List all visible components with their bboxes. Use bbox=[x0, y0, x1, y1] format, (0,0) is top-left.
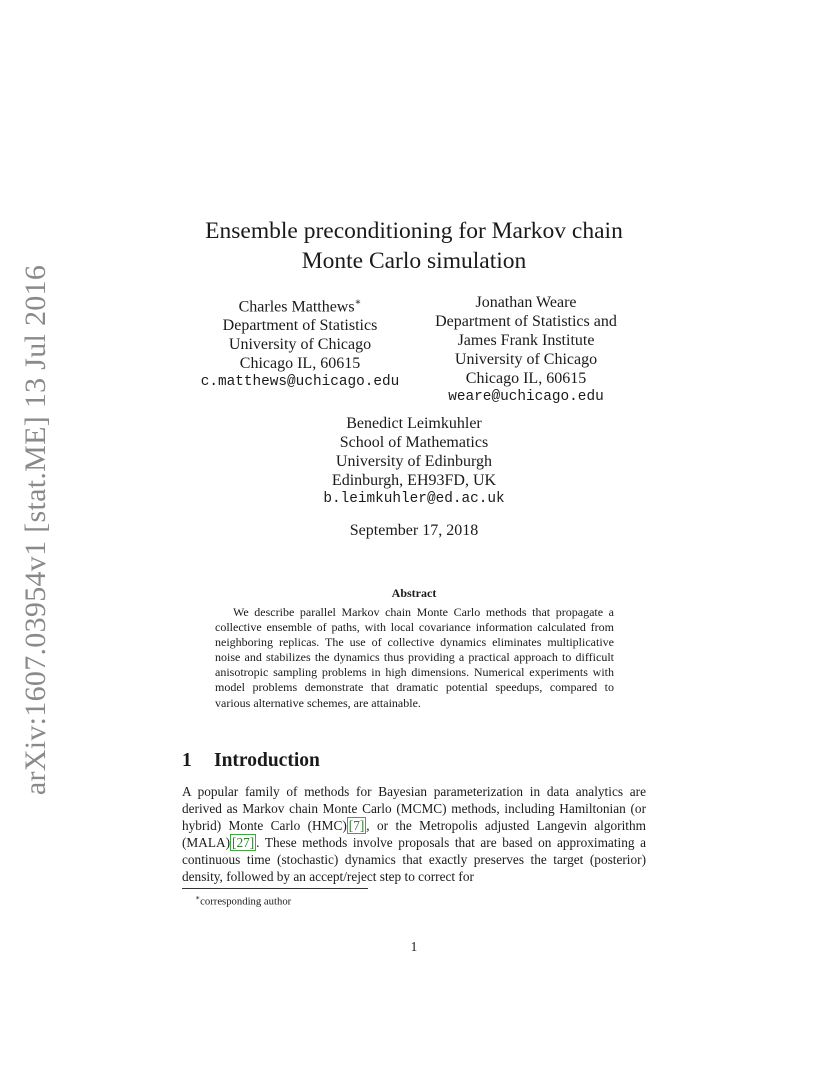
section-number: 1 bbox=[182, 750, 192, 771]
intro-text: . These methods involve proposals that are based on approximating a continuous time (stochastic) dynamics that exactly preserves the target (posterior) density, followed by an accept/reject step to correct for bbox=[182, 835, 646, 885]
author-affiliation-line: James Frank Institute bbox=[457, 332, 595, 349]
author-block-matthews bbox=[180, 293, 420, 392]
introduction-paragraph bbox=[182, 783, 646, 886]
author-affiliation-line: University of Chicago bbox=[454, 351, 598, 368]
paper-title bbox=[0, 216, 828, 276]
arxiv-stamp-text: arXiv:1607.03954v1 [stat.ME] 13 Jul 2016 bbox=[19, 264, 52, 796]
author-footnote-mark: ∗ bbox=[354, 297, 362, 308]
author-affiliation-line: University of Chicago bbox=[228, 336, 372, 354]
author-affiliation-line: University of Edinburgh bbox=[335, 453, 493, 470]
author-affiliation-line: Edinburgh, EH93FD, UK bbox=[331, 472, 497, 489]
intro-text: , or the Metropolis adjusted Langevin algorithm (MALA) bbox=[182, 818, 646, 851]
author-affiliation-line: Chicago IL, 60615 bbox=[465, 370, 587, 387]
section-title: Introduction bbox=[214, 750, 320, 771]
citation-link[interactable]: [27] bbox=[232, 835, 255, 851]
footnote-mark: ∗ bbox=[195, 893, 201, 902]
author-name: Jonathan Weare bbox=[475, 294, 577, 311]
footnote-divider bbox=[182, 888, 368, 889]
citation-link[interactable]: [7] bbox=[348, 818, 365, 834]
author-affiliation-line: School of Mathematics bbox=[339, 434, 489, 451]
section-heading bbox=[182, 750, 320, 772]
abstract-text: We describe parallel Markov chain Monte Carlo methods that propagate a collective ensemble of paths, with local covariance information calculated from neighboring replicas. The use of collective dynamics eliminates multiplicative noise and stabilizes the dynamics thus providing a practical approach to difficult anisotropic sampling problems in high dimensions. Numerical experiments with model problems demonstrate that dramatic potential speedups, compared to various alternative schemes, are attainable. bbox=[215, 605, 614, 710]
author-email: c.matthews@uchicago.edu bbox=[200, 374, 400, 391]
author-block-weare bbox=[410, 293, 642, 407]
author-name: Charles Matthews∗ bbox=[238, 297, 362, 316]
paper-date: September 17, 2018 bbox=[349, 522, 479, 539]
title-line-2: Monte Carlo simulation bbox=[301, 248, 527, 274]
intro-text: A popular family of methods for Bayesian parameterization in data analytics are derived as Markov chain Monte Carlo (MCMC) methods, including Hamiltonian (or hybrid) Monte Carlo (HMC) bbox=[182, 784, 646, 834]
author-block-leimkuhler bbox=[294, 414, 534, 509]
author-email: weare@uchicago.edu bbox=[448, 389, 604, 405]
author-email: b.leimkuhler@ed.ac.uk bbox=[323, 491, 505, 507]
author-affiliation-line: Chicago IL, 60615 bbox=[239, 355, 361, 373]
footnote bbox=[195, 893, 291, 908]
page-number: 1 bbox=[410, 939, 418, 954]
title-line-1: Ensemble preconditioning for Markov chain bbox=[205, 218, 623, 244]
footnote-text: corresponding author bbox=[200, 895, 292, 908]
author-affiliation-line: Department of Statistics bbox=[222, 317, 378, 335]
abstract-heading: Abstract bbox=[391, 586, 437, 600]
author-name: Benedict Leimkuhler bbox=[346, 415, 482, 432]
author-affiliation-line: Department of Statistics and bbox=[435, 313, 617, 330]
